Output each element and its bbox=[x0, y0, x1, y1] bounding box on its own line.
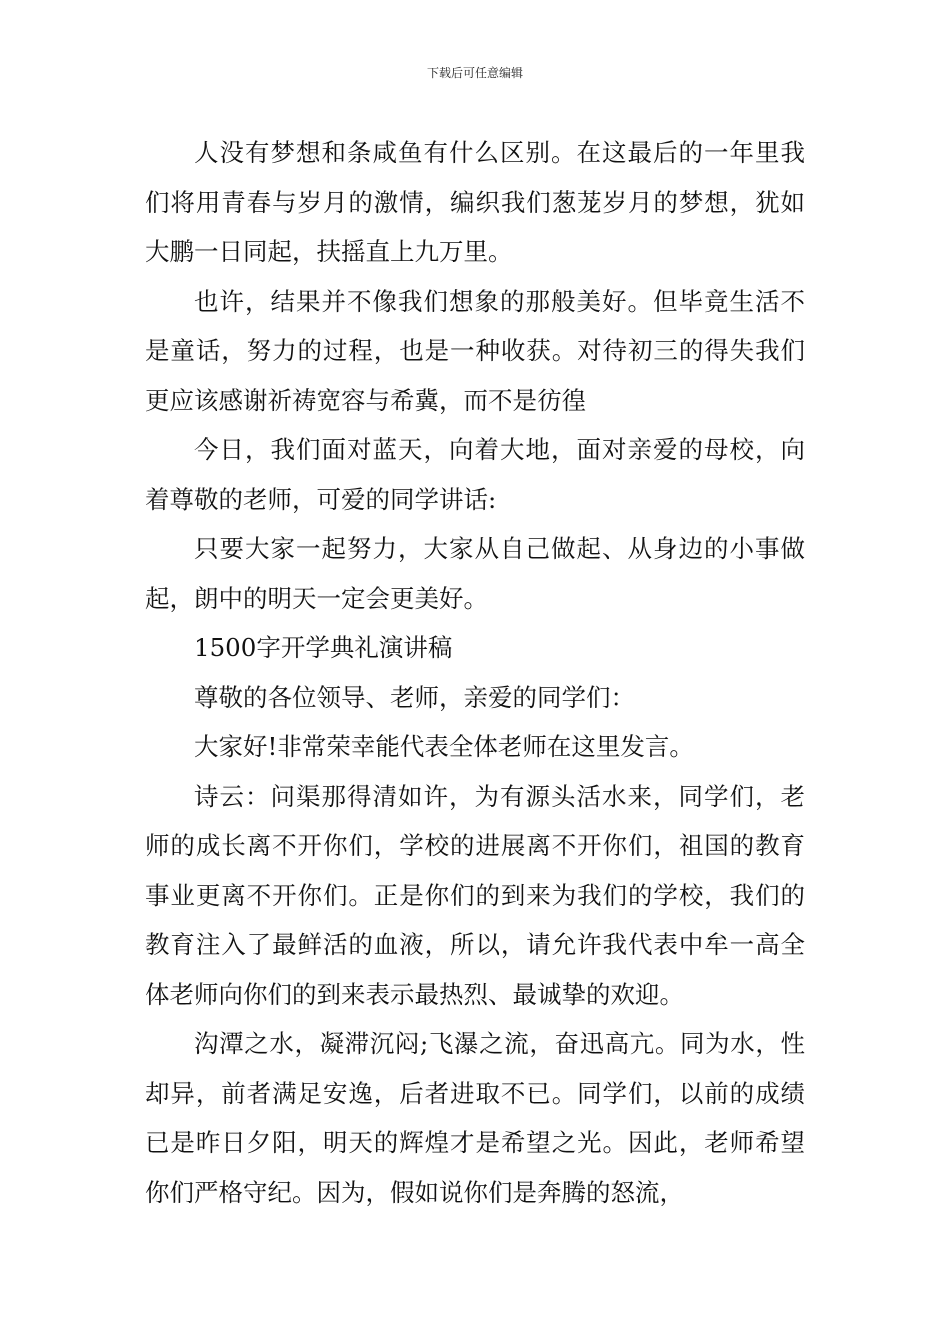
paragraph: 人没有梦想和条咸鱼有什么区别。在这最后的一年里我们将用青春与岁月的激情，编织我们葱茏岁月的梦想，犹如大鹏一日同起，扶摇直上九万里。 bbox=[145, 138, 805, 266]
paragraph: 诗云：问渠那得清如许，为有源头活水来，同学们，老师的成长离不开你们，学校的进展离不开你们，祖国的教育事业更离不开你们。正是你们的到来为我们的学校，我们的教育注入了最鲜活的血液，所以，请允许我代表中牟一高全体老师向你们的到来表示最热烈、最诚挚的欢迎。 bbox=[145, 781, 805, 1009]
salutation: 尊敬的各位领导、老师，亲爱的同学们： bbox=[194, 682, 635, 712]
paragraph: 沟潭之水，凝滞沉闷;飞瀑之流，奋迅高亢。同为水，性却异，前者满足安逸，后者进取不已。同学们，以前的成绩已是昨日夕阳，明天的辉煌才是希望之光。因此，老师希望你们严格守纪。因为，假如说你们是奔腾的怒流， bbox=[145, 1029, 805, 1207]
paragraph: 大家好!非常荣幸能代表全体老师在这里发言。 bbox=[194, 732, 694, 761]
section-title: 1500字开学典礼演讲稿 bbox=[194, 633, 453, 662]
page-header: 下载后可任意编辑 bbox=[426, 66, 523, 80]
paragraph: 只要大家一起努力，大家从自己做起、从身边的小事做起，朗中的明天一定会更美好。 bbox=[145, 534, 805, 613]
paragraph: 今日，我们面对蓝天，向着大地，面对亲爱的母校，向着尊敬的老师，可爱的同学讲话: bbox=[145, 435, 805, 514]
paragraph: 也许，结果并不像我们想象的那般美好。但毕竟生活不是童话，努力的过程，也是一种收获。对待初三的得失我们更应该感谢祈祷宽容与希冀，而不是彷徨 bbox=[145, 286, 805, 415]
document-body bbox=[145, 128, 805, 1217]
